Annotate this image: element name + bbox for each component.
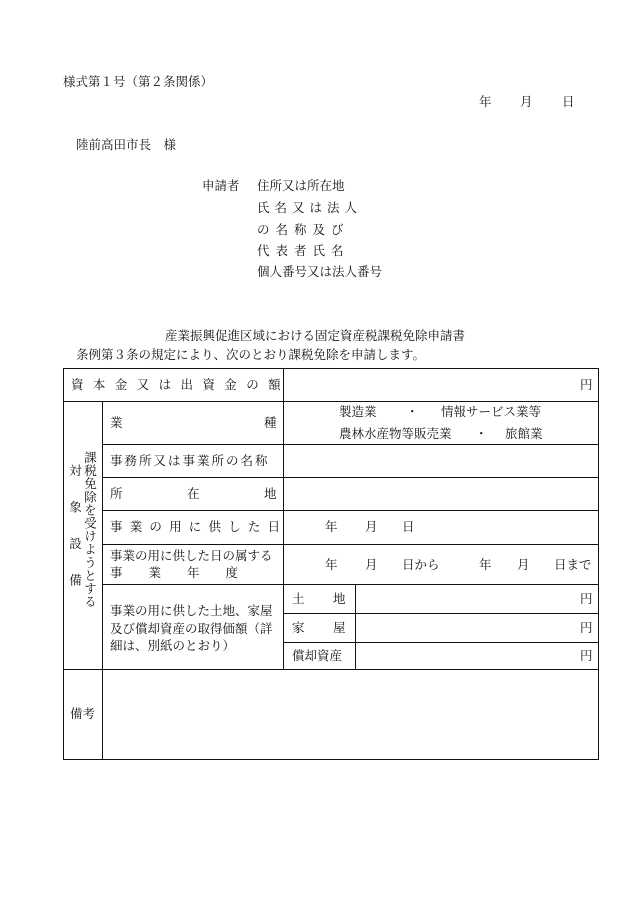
acq-label-line1: 事業の用に供した土地、家屋 (110, 603, 273, 618)
capital-label-text: 資本金又は出資金の額 (71, 377, 291, 392)
fiscal-from-month: 月 (365, 557, 378, 572)
applicant-name-line2: の名称及び (257, 222, 350, 237)
location-label-2: 在 (187, 486, 200, 501)
use-date-label: 事業の用に供した日 (110, 519, 288, 534)
applicant-representative: 代表者氏名 (257, 243, 350, 258)
fiscal-to-month: 月 (517, 557, 530, 572)
addressee: 陸前高田市長 様 (76, 137, 177, 152)
date-month: 月 (520, 94, 533, 109)
acq-label-line3: 細は、別紙のとおり） (110, 638, 236, 653)
industry-dot-2: ・ (475, 426, 488, 441)
land-label-1: 土 (292, 591, 305, 606)
applicant-name-line1-text: 氏名又は法人 (257, 200, 363, 215)
capital-label (71, 377, 291, 392)
applicant-name-line1 (257, 200, 363, 215)
industry-ryokan: 旅館業 (505, 426, 543, 441)
industry-agri-sales: 農林水産物等販売業 (339, 426, 452, 441)
acq-label-line2: 及び償却資産の取得価額（詳 (110, 621, 273, 636)
fiscal-label-line1: 事業の用に供した日の属する (110, 548, 273, 563)
applicant-address: 住所又は所在地 (257, 178, 345, 193)
fiscal-from-year: 年 (325, 557, 338, 572)
industry-label-a: 業 (110, 415, 123, 430)
date-day: 日 (562, 94, 575, 109)
industry-dot-1: ・ (406, 404, 419, 419)
use-date-day: 日 (402, 519, 415, 534)
location-label-3: 地 (264, 486, 277, 501)
building-label-2: 屋 (333, 620, 346, 635)
form-number: 様式第１号（第２条関係） (63, 74, 214, 89)
land-label-2: 地 (333, 591, 346, 606)
industry-manufacturing: 製造業 (339, 404, 377, 419)
location-label-1: 所 (110, 486, 123, 501)
date-year: 年 (479, 94, 492, 109)
document-title: 産業振興促進区域における固定資産税課税免除申請書 (165, 328, 466, 343)
applicant-id-number: 個人番号又は法人番号 (257, 264, 383, 279)
industry-label-b: 種 (264, 415, 277, 430)
depreciable-label: 償却資産 (292, 648, 343, 663)
group-label-inner: 課税免除を受けようとする (82, 451, 98, 609)
fiscal-to-year: 年 (479, 557, 492, 572)
capital-yen: 円 (580, 377, 593, 392)
remarks-label: 備考 (70, 706, 96, 721)
use-date-year: 年 (325, 519, 338, 534)
building-label-1: 家 (292, 620, 305, 635)
fiscal-label-line2: 事業年度 (110, 565, 265, 580)
use-date-month: 月 (365, 519, 378, 534)
land-yen: 円 (580, 591, 593, 606)
application-table (63, 368, 599, 760)
fiscal-to-day: 日まで (554, 557, 592, 572)
applicant-label: 申請者 (202, 178, 240, 193)
industry-info-services: 情報サービス業等 (441, 404, 542, 419)
building-yen: 円 (580, 620, 593, 635)
depreciable-yen: 円 (580, 648, 593, 663)
group-label-outer: 対象設備 (67, 464, 83, 610)
intro-text: 条例第３条の規定により、次のとおり課税免除を申請します。 (76, 347, 426, 362)
office-name-label: 事務所又は事業所の名称 (110, 453, 270, 468)
fiscal-from-day: 日から (402, 557, 440, 572)
